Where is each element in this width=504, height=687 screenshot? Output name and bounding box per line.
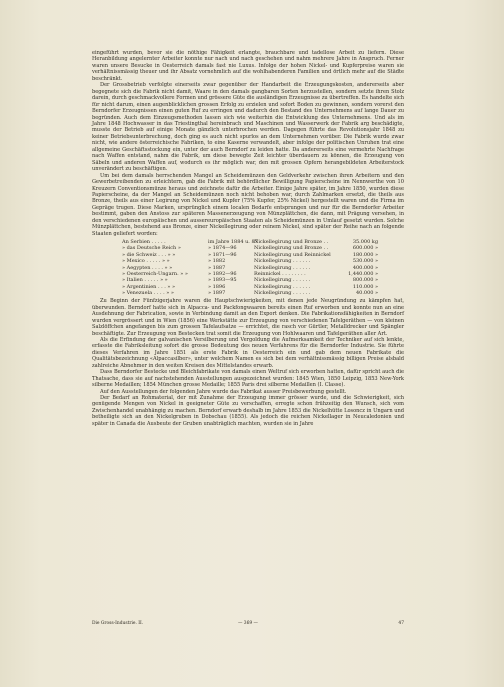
table-row (122, 290, 382, 296)
years-cell: » 1896 (208, 283, 226, 290)
amount-cell: 400.000 » (352, 264, 378, 271)
country-cell: » das Deutsche Reich » (122, 245, 181, 252)
paragraph-6: Dass Berndorfer Bestecke und Bleichfabrikate von damals einen Weltruf sich erworben hatten, dafür spricht auch die Thatsache, dass sie auf nachstehenden Ausstellungen ausgezeichnet wurden: 1845 Wien, 1850 Leipzig, 1853 New-York silberne Medaillen; 1854 München grosse Medaille; 1855 Paris drei silberne Medaillen (I. Classe). (92, 369, 404, 389)
years-cell: » 1874—96 (208, 245, 237, 252)
main-text (92, 50, 404, 427)
coin-delivery-table (122, 239, 382, 296)
years-cell: » 1897 (208, 289, 226, 296)
amount-cell: 530.000 » (352, 258, 378, 265)
amount-cell: 1,440.000 » (348, 270, 378, 277)
country-cell: » die Schweiz . . . » » (122, 251, 176, 258)
product-cell: Nickellegirung . . . . . . (254, 283, 311, 290)
product-cell: Nickellegirung und Bronze . . (254, 239, 329, 246)
paragraph-8: Der Bedarf an Rohmaterial, der mit Zunahme der Erzeugung immer grösser wurde, und die Schwierigkeit, sich genügende Mengen von Nickel in geeigneter Güte zu verschaffen, erregte schon frühzeitig den Wunsch, sich vom Zwischenhandel unabhängig zu machen. Berndorf erwarb deshalb im Jahre 1853 die Nickelhütte Losoncz in Ungarn und betheiligte sich an den Nickelgruben in Dobschau (1855). Als jedoch die reichen Nickellager in Neucaledonien und später in Canada die Ausbeute der Gruben unabträglich machten, wurden sie in Jahre (92, 395, 404, 427)
amount-cell: 35.000 kg (352, 239, 378, 246)
years-cell: » 1882 (208, 258, 226, 265)
page-footer (92, 621, 404, 629)
years-cell: » 1871—96 (208, 251, 237, 258)
amount-cell: 40.000 » (356, 289, 378, 296)
signature-mark: 47 (398, 621, 404, 626)
years-cell: » 1887 (208, 264, 226, 271)
amount-cell: 180.000 » (352, 251, 378, 258)
country-cell: » Venezuela . . . . » » (122, 289, 174, 296)
product-cell: Nickellegirung . . . . . . (254, 264, 311, 271)
country-cell: » Argentinien . . . » » (122, 283, 176, 290)
product-cell: Reinnickel . . . . . . . . (254, 270, 306, 277)
years-cell: » 1893—95 (208, 277, 237, 284)
product-cell: Nickellegirung . . . . . . (254, 289, 311, 296)
paragraph-5: Als die Erfindung der galvanischen Versilberung und Vergoldung die Aufmerksamkeit der Techniker auf sich lenkte, erfasste die Fabriksleitung sofort die grosse Bedeutung des neuen Verfahrens für die Berndorfer Industrie. Sie führte dieses Verfahren im Jahre 1851 als erste Fabrik in Oesterreich ein und gab dem neuen Fabrikate die Qualitätsbezeichnung «Alpaccasilber», unter welchem Namen es sich bei dem verhältnissmässig billigen Preise alsbald zahlreiche Abnehmer in den weiten Kreisen des Mittelstandes erwarb. (92, 336, 404, 369)
country-cell: An Serbien . . . . . (122, 239, 166, 246)
product-cell: Nickellegirung und Reinnickel (254, 251, 331, 258)
country-cell: » Oesterreich-Ungarn. » » (122, 270, 188, 277)
country-cell: » Aegypten . . . . » » (122, 264, 173, 271)
amount-cell: 600.000 » (352, 245, 378, 252)
amount-cell: 110.000 » (352, 283, 378, 290)
years-cell: » 1892—96 (208, 270, 237, 277)
paragraph-4: Zu Beginn der Fünfzigerjahre waren die Hauptschwierigkeiten, mit denen jede Neugründung zu kämpfen hat, überwunden. Berndorf hatte sich in Alpacca- und Packfongwaaren bereits einen Ruf erworben und konnte nun an eine Ausdehnung der Fabrication, sowie in Verbindung damit an den Export denken. Die Fabrikationsfähigkeiten in Berndorf wurden vergrössert und in Wien (1856) eine Werkstätte zur Erzeugung von verschiedenen Tafelgeräthen — von kleinen Salzlöffchen angefangen bis zum grossen Tafelaufsatze — errichtet, die rasch vor Gürtler, Metalldrecker und Spängler beschäftigte. Zur Erzeugung von Bestecken trat somit die Erzeugung von Hohlwaaren und Tafelgeräthen aller Art. (92, 298, 404, 337)
paragraph-1: eingeführt wurden, bevor sie die nöthige Fähigkeit erlangte, brauchbare und tadellose Arbeit zu liefern. Diese Heranbildung angelernter Arbeiter konnte nur nach und nach geschehen und nahm mehrere Jahre in Anspruch. Ferner waren unsere Besucke in Oesterreich damals fast nie Luxus. Infolge der hohen Nickel- und Kupferpreise waren sie verhältnissmässig theuer und ihr Absatz vornehmlich auf die wohlhabenderen Familien und örtlich mehr auf die Städte beschränkt. (92, 50, 404, 82)
years-cell: im Jahre 1884 u. 87 (208, 239, 258, 246)
country-cell: » Mexico . . . . . » » (122, 258, 170, 265)
product-cell: Nickellegirung . . . . . . (254, 258, 311, 265)
paragraph-3: Um bei dem damals herrschenden Mangel an Scheidemünzen den Geldverkehr zwischen ihren Arbeitern und den Gewerbetreibenden zu erleichtern, gab die Fabrik mit behördlicher Bewilligung Papierscheine im Nennwerthe von 10 Kreuzern Conventionsmünze heraus und zeichnete dafür die Arbeiter. Einige Jahre später, im Jahre 1850, wurden diese Papierscheine, da der Mangel an Scheidemünzen noch nicht behoben war, durch Zahlmarken ersetzt, die theils aus Bronze, theils aus einer Legirung von Nickel und Kupfer (75% Kupfer, 25% Nickel) hergestellt waren und die Firma im Gepräge trugen. Diese Marken, ursprünglich einem localen Bedarfe entsprungen und nur für die Berndorfer Arbeiter bestimmt, gaben den Anstoss zur späteren Massenerzeugung von Münzplättchen, die dann, mit Prägung versehen, in den verschiedenen europäischen und aussereuropäischen Staaten als Scheidemünzen in Umlauf gesetzt wurden. Solche Münzplättchen, bestehend aus Bronze, einer Nickellegirung oder reinem Nickel, sind später der Reihe nach an folgende Staaten geliefert worden: (92, 172, 404, 237)
country-cell: » Italien . . . . . » » (122, 277, 168, 284)
paragraph-2: Der Grossbetrieb verfolgte einerseits zwar gegenüber der Handarbeit die Erzeugungskosten, andererseits aber begegnete sich die Fabrik nicht damit, Waare in den damals gangbaren Sorten herzustellen, sondern setzte ihren Stolz darein, durch geschmackvollere Formen und grössere Güte die ausländigen Erzeugnisse zu übertreffen. Es handelte sich für nicht darum, einen augenblicklichen grossen Erfolg zu erzielen und sofort Boden zu gewinnen, sondern vorerst den Berndorfer Erzeugnissen einen guten Ruf zu erringen und dadurch den Bestand des Unternehmens auf lange Dauer zu begründen. Auch dem Einzeugsmethoden lassen sich wie weiterhin die Entwicklung des Unternehmens. Und als im Jahre 1848 Hochwasser in das Triestingthal hereinbrach und Maschinen und Wasserwerk der Fabrik arg beschädigte, musste der Betrieb auf einige Monate gänzlich unterbrochen werden. Dagegen führte das Revolutionsjahr 1848 zu keiner Betriebsunterbrechung, doch ging es auch nicht spurlos an dem Unternehmen vorüber. Die Fabrik wurde zwar nicht, wie andere österreichische Fabriken, to eine Kaserne verwandelt, aber infolge der politischen Unruhen trat eine allgemeine Geschäftsstockung ein, unter der auch Berndorf zu leiden hatte. Da andererseits eine vermehrte Nachfrage nach Waffen entstand, nahm die Fabrik, um diese bewegte Zeit leichter überdauern zu können, die Erzeugung von Säbeln und anderen Waffen auf, wodurch es ihr möglich war, den mit grossen Opfern herangebildeten Arbeiterstock unverändert zu beschäftigen. (92, 82, 404, 173)
product-cell: Nickellegirung . . . . . . (254, 277, 311, 284)
amount-cell: 800.000 » (352, 277, 378, 284)
footer-book-title: Die Gross-Industrie. II. (92, 621, 144, 626)
paragraph-7: Auf den Ausstellungen der folgenden Jahre wurde das Fabrikat ausser Preisbewerbung gestellt. (100, 388, 347, 395)
product-cell: Nickellegirung und Bronze . . (254, 245, 329, 252)
page-number: — 369 — (238, 621, 258, 626)
